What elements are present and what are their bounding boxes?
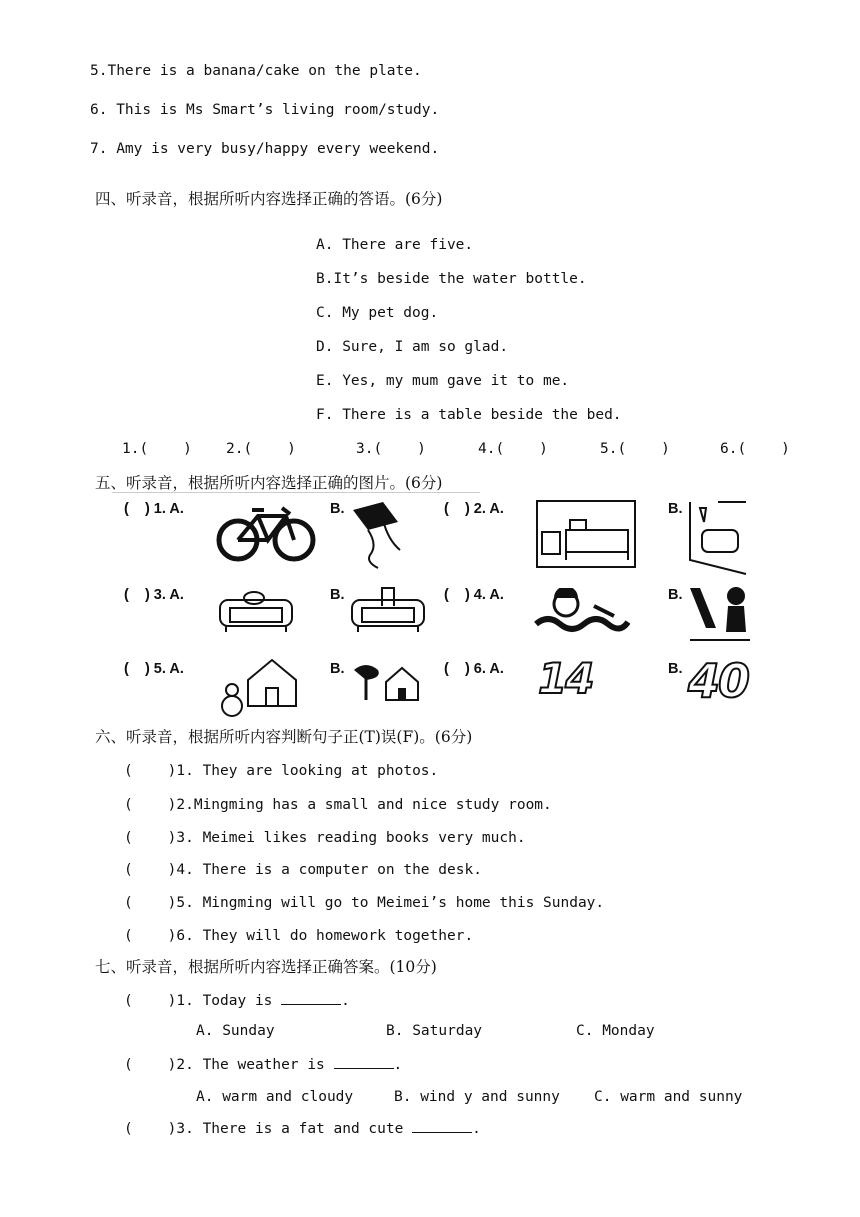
sec4-heading: 四、听录音，根据所听内容选择正确的答语。(6分) [95, 190, 443, 208]
sec5-q1-label: ( ) 1. A. [124, 501, 184, 517]
sec6-item-1: ( )1. They are looking at photos. [124, 763, 439, 779]
answer-blank[interactable] [281, 992, 341, 1005]
sec5-heading: 五、听录音，根据所听内容选择正确的图片。(6分) [95, 474, 443, 492]
sec7-heading: 七、听录音，根据所听内容选择正确答案。(10分) [95, 958, 437, 976]
sec4-blank-1[interactable]: 1.( ) [122, 441, 192, 457]
sec4-blank-6[interactable]: 6.( ) [720, 441, 790, 457]
number-14[interactable]: 14 [538, 654, 593, 703]
sec4-blank-5[interactable]: 5.( ) [600, 441, 670, 457]
sec4-option-f: F. There is a table beside the bed. [316, 407, 622, 423]
sec5-q4-b-label: B. [668, 587, 683, 603]
sec6-heading: 六、听录音，根据所听内容判断句子正(T)误(F)。(6分) [95, 728, 473, 746]
sec6-item-4: ( )4. There is a computer on the desk. [124, 862, 482, 878]
sec4-blank-3[interactable]: 3.( ) [356, 441, 426, 457]
sec4-option-b: B.It’s beside the water bottle. [316, 271, 587, 287]
sec5-q3-b-label: B. [330, 587, 345, 603]
sec3-item-7: 7. Amy is very busy/happy every weekend. [90, 141, 440, 157]
sec7-q1: ( )1. Today is . [124, 993, 350, 1009]
sec5-q2-label: ( ) 2. A. [444, 501, 504, 517]
kite-icon[interactable] [348, 500, 408, 570]
sec5-q2-b-label: B. [668, 501, 683, 517]
sofa-cat-icon[interactable] [218, 582, 294, 634]
sec4-option-a: A. There are five. [316, 237, 474, 253]
sec3-item-5: 5.There is a banana/cake on the plate. [90, 63, 422, 79]
sec5-q6-b-label: B. [668, 661, 683, 677]
sec4-blank-2[interactable]: 2.( ) [226, 441, 296, 457]
sec3-item-6: 6. This is Ms Smart’s living room/study. [90, 102, 440, 118]
sec6-item-5: ( )5. Mingming will go to Meimei’s home this Sunday. [124, 895, 605, 911]
sec5-q1-b-label: B. [330, 501, 345, 517]
sec7-q2-opt-a: A. warm and cloudy [196, 1089, 354, 1105]
sec4-blank-4[interactable]: 4.( ) [478, 441, 548, 457]
sec7-q2: ( )2. The weather is . [124, 1057, 403, 1073]
sofa-dog-icon[interactable] [350, 582, 426, 634]
sec5-q5-b-label: B. [330, 661, 345, 677]
living-room-icon[interactable] [688, 500, 748, 576]
sec7-q3: ( )3. There is a fat and cute . [124, 1121, 481, 1137]
sec7-q2-opt-c: C. warm and sunny [594, 1089, 743, 1105]
snowman-house-icon[interactable] [218, 656, 298, 718]
bedroom-icon[interactable] [536, 500, 636, 568]
answer-blank[interactable] [334, 1056, 394, 1069]
sec7-q1-opt-c: C. Monday [576, 1023, 655, 1039]
sec6-item-6: ( )6. They will do homework together. [124, 928, 474, 944]
sec5-q3-label: ( ) 3. A. [124, 587, 184, 603]
sec7-q1-opt-a: A. Sunday [196, 1023, 275, 1039]
sec5-q5-label: ( ) 5. A. [124, 661, 184, 677]
answer-blank[interactable] [412, 1120, 472, 1133]
bicycle-icon[interactable] [216, 500, 316, 562]
sec5-q4-label: ( ) 4. A. [444, 587, 504, 603]
sec5-q6-label: ( ) 6. A. [444, 661, 504, 677]
number-40[interactable]: 40 [688, 654, 749, 708]
drawing-icon[interactable] [686, 584, 756, 644]
swimming-icon[interactable] [534, 588, 630, 640]
divider [112, 492, 480, 493]
sec6-item-3: ( )3. Meimei likes reading books very much. [124, 830, 526, 846]
sec7-q2-opt-b: B. wind y and sunny [394, 1089, 560, 1105]
sec6-item-2: ( )2.Mingming has a small and nice study room. [124, 797, 552, 813]
tree-house-icon[interactable] [352, 660, 422, 706]
sec4-option-e: E. Yes, my mum gave it to me. [316, 373, 570, 389]
sec7-q1-opt-b: B. Saturday [386, 1023, 483, 1039]
sec4-option-c: C. My pet dog. [316, 305, 439, 321]
sec4-option-d: D. Sure, I am so glad. [316, 339, 509, 355]
